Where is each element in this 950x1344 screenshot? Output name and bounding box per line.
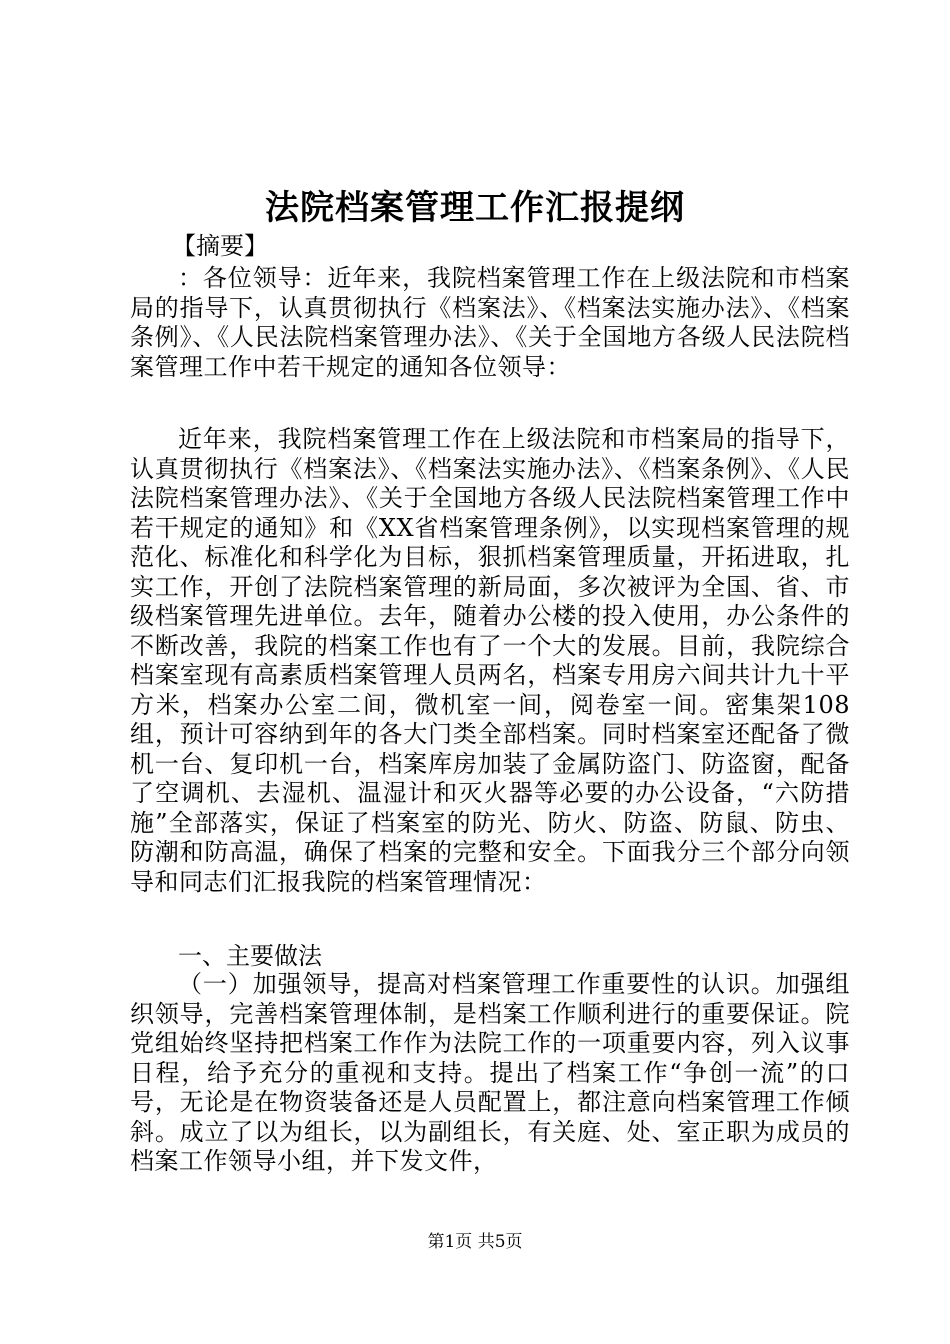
main-paragraph: 近年来，我院档案管理工作在上级法院和市档案局的指导下，认真贯彻执行《档案法》、《档案法实施办法》、《档案条例》、《人民法院档案管理办法》、《关于全国地方各级人民法院档案管理工作中若干规定的通知》和《XX省档案管理条例》，以实现档案管理的规范化、标准化和科学化为目标，狠抓档案管理质量，开拓进取，扎实工作，开创了法院档案管理的新局面，多次被评为全国、省、市级档案管理先进单位。去年，随着办公楼的投入使用，办公条件的不断改善，我院的档案工作也有了一个大的发展。目前，我院综合档案室现有高素质档案管理人员两名，档案专用房六间共计九十平方米，档案办公室二间，微机室一间，阅卷室一间。密集架108组，预计可容纳到年的各大门类全部档案。同时档案室还配备了微机一台、复印机一台，档案库房加装了金属防盗门、防盗窗，配备了空调机、去湿机、温湿计和灭火器等必要的办公设备，“六防措施”全部落实，保证了档案室的防光、防火、防盗、防鼠、防虫、防潮和防高温，确保了档案的完整和安全。下面我分三个部分向领导和同志们汇报我院的档案管理情况：	[130, 425, 850, 896]
page-number-footer: 第1页 共5页	[427, 1232, 523, 1252]
abstract-paragraph: ：各位领导：近年来，我院档案管理工作在上级法院和市档案局的指导下，认真贯彻执行《档案法》、《档案法实施办法》、《档案条例》、《人民法院档案管理办法》、《关于全国地方各级人民法院档案管理工作中若干规定的通知各位领导：	[130, 264, 850, 381]
subsection-paragraph: （一）加强领导，提高对档案管理工作重要性的认识。加强组织领导，完善档案管理体制，是档案工作顺利进行的重要保证。院党组始终坚持把档案工作作为法院工作的一项重要内容，列入议事日程，给予充分的重视和支持。提出了档案工作“争创一流”的口号，无论是在物资装备还是人员配置上，都注意向档案管理工作倾斜。成立了以为组长，以为副组长，有关庭、处、室正职为成员的档案工作领导小组，并下发文件，	[130, 970, 850, 1175]
document-title: 法院档案管理工作汇报提纲	[265, 188, 685, 228]
abstract-heading: 【摘要】	[172, 232, 268, 260]
section-heading: 一、主要做法	[178, 942, 322, 970]
